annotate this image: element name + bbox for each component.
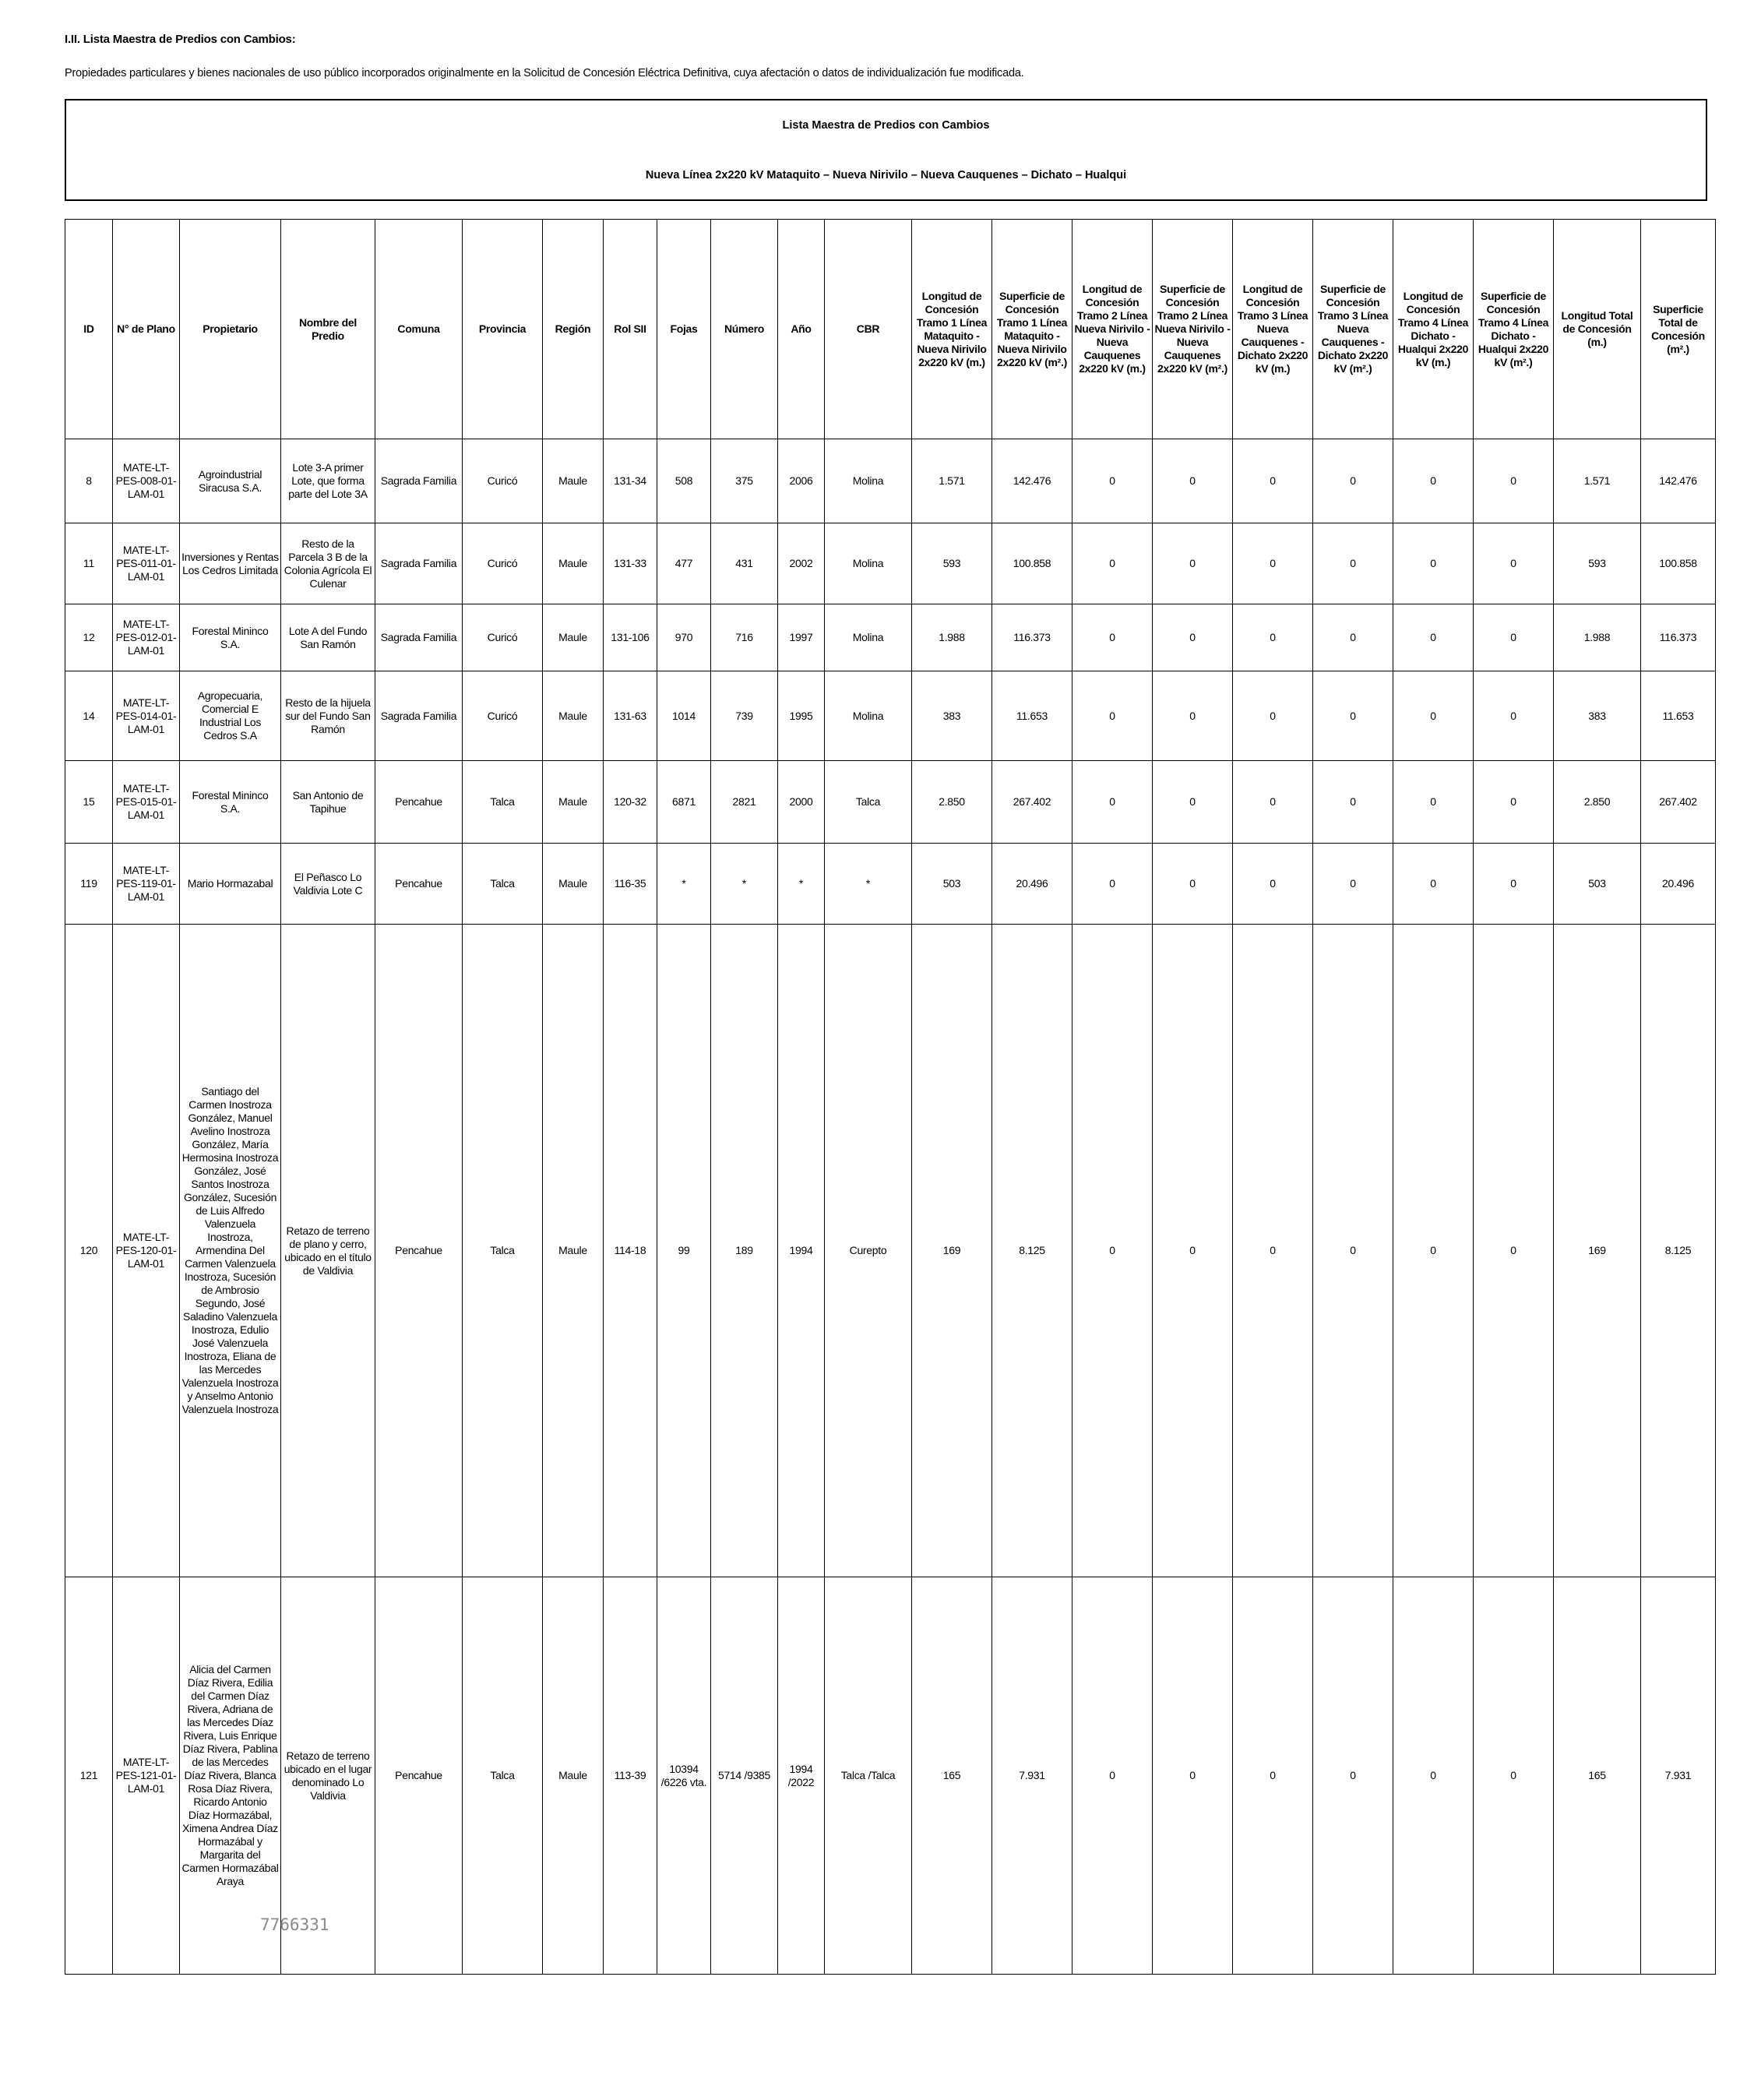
cell-longitud-tramo-1: 165 — [912, 1577, 992, 1975]
cell-longitud-tramo-4: 0 — [1393, 671, 1474, 761]
column-header-comuna: Comuna — [375, 220, 463, 439]
cell-longitud-tramo-2: 0 — [1072, 671, 1153, 761]
cell-longitud-tramo-4: 0 — [1393, 604, 1474, 671]
cell-rol-sii: 120-32 — [604, 761, 657, 844]
column-header-cbr: CBR — [825, 220, 912, 439]
cell-comuna: Sagrada Familia — [375, 439, 463, 523]
cell-numero: 2821 — [711, 761, 778, 844]
cell-rol-sii: 131-106 — [604, 604, 657, 671]
cell-superficie-tramo-3: 0 — [1313, 671, 1393, 761]
column-header-longitud-total: Longitud Total de Concesión (m.) — [1554, 220, 1641, 439]
cell-provincia: Talca — [463, 761, 543, 844]
cell-longitud-tramo-4: 0 — [1393, 844, 1474, 925]
cell-superficie-tramo-4: 0 — [1474, 844, 1554, 925]
cell-superficie-tramo-4: 0 — [1474, 439, 1554, 523]
cell-anio: 1994 /2022 — [778, 1577, 825, 1975]
cell-nombre-predio: San Antonio de Tapihue — [281, 761, 375, 844]
cell-region: Maule — [543, 523, 604, 604]
cell-anio: 1997 — [778, 604, 825, 671]
column-header-superficie-tramo-2: Superficie de Concesión Tramo 2 Línea Nueva Nirivilo - Nueva Cauquenes 2x220 kV (m².) — [1153, 220, 1233, 439]
table-subtitle: Nueva Línea 2x220 kV Mataquito – Nueva Nirivilo – Nueva Cauquenes – Dichato – Hualqui — [645, 169, 1127, 181]
cell-plano: MATE-LT-PES-014-01-LAM-01 — [113, 671, 180, 761]
cell-superficie-tramo-2: 0 — [1153, 925, 1233, 1577]
cell-longitud-tramo-3: 0 — [1233, 761, 1313, 844]
cell-longitud-tramo-1: 169 — [912, 925, 992, 1577]
cell-fojas: 508 — [657, 439, 711, 523]
cell-propietario: Mario Hormazabal — [180, 844, 281, 925]
cell-numero: 189 — [711, 925, 778, 1577]
cell-longitud-tramo-3: 0 — [1233, 439, 1313, 523]
cell-plano: MATE-LT-PES-120-01-LAM-01 — [113, 925, 180, 1577]
cell-nombre-predio: Lote 3-A primer Lote, que forma parte del Lote 3A — [281, 439, 375, 523]
column-header-provincia: Provincia — [463, 220, 543, 439]
cell-superficie-tramo-2: 0 — [1153, 439, 1233, 523]
cell-fojas: 477 — [657, 523, 711, 604]
cell-longitud-total: 1.988 — [1554, 604, 1641, 671]
cell-superficie-tramo-4: 0 — [1474, 761, 1554, 844]
column-header-nombre-predio: Nombre del Predio — [281, 220, 375, 439]
cell-provincia: Curicó — [463, 604, 543, 671]
cell-longitud-tramo-1: 593 — [912, 523, 992, 604]
cell-superficie-total: 7.931 — [1641, 1577, 1716, 1975]
cell-region: Maule — [543, 761, 604, 844]
table-row — [65, 523, 1716, 604]
table-row — [65, 1577, 1716, 1975]
cell-numero: 431 — [711, 523, 778, 604]
cell-region: Maule — [543, 925, 604, 1577]
column-header-anio: Año — [778, 220, 825, 439]
cell-cbr: Molina — [825, 671, 912, 761]
cell-superficie-tramo-3: 0 — [1313, 523, 1393, 604]
cell-superficie-total: 8.125 — [1641, 925, 1716, 1577]
cell-longitud-tramo-3: 0 — [1233, 604, 1313, 671]
column-header-longitud-tramo-2: Longitud de Concesión Tramo 2 Línea Nueva Nirivilo - Nueva Cauquenes 2x220 kV (m.) — [1072, 220, 1153, 439]
table-row — [65, 439, 1716, 523]
cell-superficie-tramo-3: 0 — [1313, 1577, 1393, 1975]
cell-longitud-total: 2.850 — [1554, 761, 1641, 844]
cell-cbr: * — [825, 844, 912, 925]
cell-comuna: Pencahue — [375, 844, 463, 925]
cell-nombre-predio: El Peñasco Lo Valdivia Lote C — [281, 844, 375, 925]
cell-plano: MATE-LT-PES-121-01-LAM-01 — [113, 1577, 180, 1975]
cell-superficie-tramo-2: 0 — [1153, 844, 1233, 925]
table-title: Lista Maestra de Predios con Cambios — [782, 119, 990, 132]
cell-superficie-tramo-4: 0 — [1474, 604, 1554, 671]
column-header-superficie-total: Superficie Total de Concesión (m².) — [1641, 220, 1716, 439]
cell-longitud-tramo-4: 0 — [1393, 925, 1474, 1577]
cell-rol-sii: 131-63 — [604, 671, 657, 761]
cell-anio: * — [778, 844, 825, 925]
cell-longitud-total: 593 — [1554, 523, 1641, 604]
column-header-superficie-tramo-3: Superficie de Concesión Tramo 3 Línea Nueva Cauquenes - Dichato 2x220 kV (m².) — [1313, 220, 1393, 439]
cell-numero: 5714 /9385 — [711, 1577, 778, 1975]
cell-comuna: Pencahue — [375, 925, 463, 1577]
cell-plano: MATE-LT-PES-011-01-LAM-01 — [113, 523, 180, 604]
column-header-superficie-tramo-4: Superficie de Concesión Tramo 4 Línea Dichato - Hualqui 2x220 kV (m².) — [1474, 220, 1554, 439]
cell-longitud-tramo-3: 0 — [1233, 844, 1313, 925]
table-row — [65, 604, 1716, 671]
cell-superficie-tramo-1: 142.476 — [992, 439, 1072, 523]
cell-longitud-tramo-4: 0 — [1393, 523, 1474, 604]
cell-superficie-tramo-4: 0 — [1474, 523, 1554, 604]
cell-propietario: Forestal Mininco S.A. — [180, 604, 281, 671]
cell-longitud-tramo-2: 0 — [1072, 604, 1153, 671]
cell-cbr: Curepto — [825, 925, 912, 1577]
cell-longitud-total: 1.571 — [1554, 439, 1641, 523]
column-header-id: ID — [65, 220, 113, 439]
cell-longitud-tramo-1: 1.571 — [912, 439, 992, 523]
cell-longitud-tramo-1: 383 — [912, 671, 992, 761]
cell-provincia: Talca — [463, 925, 543, 1577]
table-row — [65, 844, 1716, 925]
cell-longitud-tramo-1: 1.988 — [912, 604, 992, 671]
cell-comuna: Pencahue — [375, 1577, 463, 1975]
cell-numero: 739 — [711, 671, 778, 761]
document-watermark: 7766331 — [260, 1915, 329, 1934]
cell-longitud-total: 165 — [1554, 1577, 1641, 1975]
cell-comuna: Pencahue — [375, 761, 463, 844]
cell-superficie-tramo-3: 0 — [1313, 761, 1393, 844]
cell-cbr: Talca /Talca — [825, 1577, 912, 1975]
cell-plano: MATE-LT-PES-015-01-LAM-01 — [113, 761, 180, 844]
cell-propietario: Agroindustrial Siracusa S.A. — [180, 439, 281, 523]
cell-fojas: 970 — [657, 604, 711, 671]
cell-longitud-tramo-3: 0 — [1233, 1577, 1313, 1975]
cell-region: Maule — [543, 604, 604, 671]
cell-anio: 2002 — [778, 523, 825, 604]
table-body — [65, 439, 1716, 1975]
cell-rol-sii: 113-39 — [604, 1577, 657, 1975]
cell-longitud-tramo-1: 503 — [912, 844, 992, 925]
column-header-longitud-tramo-3: Longitud de Concesión Tramo 3 Línea Nueva Cauquenes - Dichato 2x220 kV (m.) — [1233, 220, 1313, 439]
cell-superficie-total: 11.653 — [1641, 671, 1716, 761]
cell-provincia: Talca — [463, 844, 543, 925]
cell-longitud-tramo-3: 0 — [1233, 523, 1313, 604]
cell-nombre-predio: Retazo de terreno de plano y cerro, ubicado en el título de Valdivia — [281, 925, 375, 1577]
cell-nombre-predio: Lote A del Fundo San Ramón — [281, 604, 375, 671]
cell-superficie-tramo-1: 20.496 — [992, 844, 1072, 925]
cell-rol-sii: 131-34 — [604, 439, 657, 523]
cell-id: 8 — [65, 439, 113, 523]
cell-region: Maule — [543, 671, 604, 761]
cell-provincia: Curicó — [463, 523, 543, 604]
cell-superficie-tramo-2: 0 — [1153, 761, 1233, 844]
cell-provincia: Curicó — [463, 671, 543, 761]
cell-superficie-tramo-1: 7.931 — [992, 1577, 1072, 1975]
cell-longitud-total: 503 — [1554, 844, 1641, 925]
cell-longitud-tramo-4: 0 — [1393, 761, 1474, 844]
table-header-row — [65, 220, 1716, 439]
cell-superficie-tramo-3: 0 — [1313, 925, 1393, 1577]
cell-fojas: 6871 — [657, 761, 711, 844]
cell-rol-sii: 116-35 — [604, 844, 657, 925]
cell-anio: 2000 — [778, 761, 825, 844]
cell-superficie-total: 20.496 — [1641, 844, 1716, 925]
cell-plano: MATE-LT-PES-012-01-LAM-01 — [113, 604, 180, 671]
cell-propietario: Agropecuaria, Comercial E Industrial Los Cedros S.A — [180, 671, 281, 761]
cell-region: Maule — [543, 1577, 604, 1975]
table-row — [65, 925, 1716, 1577]
cell-numero: * — [711, 844, 778, 925]
cell-fojas: * — [657, 844, 711, 925]
cell-longitud-tramo-2: 0 — [1072, 439, 1153, 523]
cell-longitud-tramo-2: 0 — [1072, 761, 1153, 844]
cell-superficie-tramo-1: 8.125 — [992, 925, 1072, 1577]
column-header-numero: Número — [711, 220, 778, 439]
cell-comuna: Sagrada Familia — [375, 671, 463, 761]
cell-superficie-tramo-1: 116.373 — [992, 604, 1072, 671]
cell-cbr: Molina — [825, 604, 912, 671]
cell-superficie-tramo-4: 0 — [1474, 671, 1554, 761]
cell-longitud-tramo-2: 0 — [1072, 925, 1153, 1577]
cell-longitud-total: 169 — [1554, 925, 1641, 1577]
cell-fojas: 99 — [657, 925, 711, 1577]
cell-comuna: Sagrada Familia — [375, 523, 463, 604]
predios-table — [65, 219, 1716, 1975]
cell-plano: MATE-LT-PES-119-01-LAM-01 — [113, 844, 180, 925]
cell-nombre-predio: Resto de la Parcela 3 B de la Colonia Agrícola El Culenar — [281, 523, 375, 604]
cell-superficie-total: 267.402 — [1641, 761, 1716, 844]
cell-id: 15 — [65, 761, 113, 844]
cell-region: Maule — [543, 844, 604, 925]
cell-superficie-tramo-3: 0 — [1313, 439, 1393, 523]
cell-propietario: Forestal Mininco S.A. — [180, 761, 281, 844]
cell-longitud-tramo-4: 0 — [1393, 439, 1474, 523]
cell-longitud-tramo-2: 0 — [1072, 844, 1153, 925]
cell-longitud-tramo-3: 0 — [1233, 671, 1313, 761]
cell-provincia: Curicó — [463, 439, 543, 523]
cell-superficie-total: 116.373 — [1641, 604, 1716, 671]
cell-longitud-tramo-3: 0 — [1233, 925, 1313, 1577]
cell-propietario: Inversiones y Rentas Los Cedros Limitada — [180, 523, 281, 604]
table-title-box — [65, 99, 1707, 201]
cell-anio: 1995 — [778, 671, 825, 761]
cell-longitud-tramo-2: 0 — [1072, 1577, 1153, 1975]
cell-superficie-tramo-3: 0 — [1313, 844, 1393, 925]
cell-numero: 375 — [711, 439, 778, 523]
cell-plano: MATE-LT-PES-008-01-LAM-01 — [113, 439, 180, 523]
table-row — [65, 671, 1716, 761]
cell-superficie-tramo-1: 11.653 — [992, 671, 1072, 761]
column-header-fojas: Fojas — [657, 220, 711, 439]
cell-anio: 1994 — [778, 925, 825, 1577]
column-header-rol-sii: Rol SII — [604, 220, 657, 439]
cell-superficie-tramo-1: 100.858 — [992, 523, 1072, 604]
cell-superficie-tramo-3: 0 — [1313, 604, 1393, 671]
column-header-plano: N° de Plano — [113, 220, 180, 439]
cell-superficie-total: 142.476 — [1641, 439, 1716, 523]
column-header-propietario: Propietario — [180, 220, 281, 439]
column-header-longitud-tramo-1: Longitud de Concesión Tramo 1 Línea Mataquito - Nueva Nirivilo 2x220 kV (m.) — [912, 220, 992, 439]
cell-propietario: Santiago del Carmen Inostroza González, Manuel Avelino Inostroza González, María Hermosina Inostroza González, José Santos Inostroza González, Sucesión de Luis Alfredo Valenzuela Inostroza, Armendina Del Carmen Valenzuela Inostroza, Sucesión de Ambrosio Segundo, José Saladino Valenzuela Inostroza, Edulio José Valenzuela Inostroza, Eliana de las Mercedes Valenzuela Inostroza y Anselmo Antonio Valenzuela Inostroza — [180, 925, 281, 1577]
cell-nombre-predio: Retazo de terreno ubicado en el lugar denominado Lo Valdivia — [281, 1577, 375, 1975]
cell-anio: 2006 — [778, 439, 825, 523]
cell-rol-sii: 114-18 — [604, 925, 657, 1577]
cell-comuna: Sagrada Familia — [375, 604, 463, 671]
cell-cbr: Talca — [825, 761, 912, 844]
cell-numero: 716 — [711, 604, 778, 671]
table-row — [65, 761, 1716, 844]
cell-nombre-predio: Resto de la hijuela sur del Fundo San Ramón — [281, 671, 375, 761]
section-description: Propiedades particulares y bienes nacionales de uso público incorporados originalmente en la Solicitud de Concesión Eléctrica Definitiva, cuya afectación o datos de individualización fue modificada. — [65, 67, 1024, 79]
cell-superficie-tramo-2: 0 — [1153, 671, 1233, 761]
cell-region: Maule — [543, 439, 604, 523]
cell-id: 119 — [65, 844, 113, 925]
cell-longitud-tramo-1: 2.850 — [912, 761, 992, 844]
cell-superficie-tramo-2: 0 — [1153, 523, 1233, 604]
cell-fojas: 10394 /6226 vta. — [657, 1577, 711, 1975]
cell-id: 14 — [65, 671, 113, 761]
column-header-superficie-tramo-1: Superficie de Concesión Tramo 1 Línea Mataquito - Nueva Nirivilo 2x220 kV (m².) — [992, 220, 1072, 439]
cell-cbr: Molina — [825, 523, 912, 604]
column-header-longitud-tramo-4: Longitud de Concesión Tramo 4 Línea Dichato - Hualqui 2x220 kV (m.) — [1393, 220, 1474, 439]
cell-fojas: 1014 — [657, 671, 711, 761]
cell-longitud-total: 383 — [1554, 671, 1641, 761]
cell-cbr: Molina — [825, 439, 912, 523]
cell-propietario: Alicia del Carmen Díaz Rivera, Edilia del Carmen Díaz Rivera, Adriana de las Mercedes Díaz Rivera, Luis Enrique Díaz Rivera, Pablina de las Mercedes Díaz Rivera, Blanca Rosa Díaz Rivera, Ricardo Antonio Díaz Hormazábal, Ximena Andrea Díaz Hormazábal y Margarita del Carmen Hormazábal Araya — [180, 1577, 281, 1975]
cell-rol-sii: 131-33 — [604, 523, 657, 604]
section-heading: I.II. Lista Maestra de Predios con Cambios: — [65, 33, 296, 46]
cell-superficie-tramo-4: 0 — [1474, 1577, 1554, 1975]
cell-id: 120 — [65, 925, 113, 1577]
cell-provincia: Talca — [463, 1577, 543, 1975]
cell-superficie-tramo-1: 267.402 — [992, 761, 1072, 844]
cell-superficie-tramo-2: 0 — [1153, 604, 1233, 671]
cell-id: 121 — [65, 1577, 113, 1975]
cell-superficie-total: 100.858 — [1641, 523, 1716, 604]
cell-id: 12 — [65, 604, 113, 671]
cell-superficie-tramo-4: 0 — [1474, 925, 1554, 1577]
cell-superficie-tramo-2: 0 — [1153, 1577, 1233, 1975]
column-header-region: Región — [543, 220, 604, 439]
cell-id: 11 — [65, 523, 113, 604]
cell-longitud-tramo-4: 0 — [1393, 1577, 1474, 1975]
cell-longitud-tramo-2: 0 — [1072, 523, 1153, 604]
